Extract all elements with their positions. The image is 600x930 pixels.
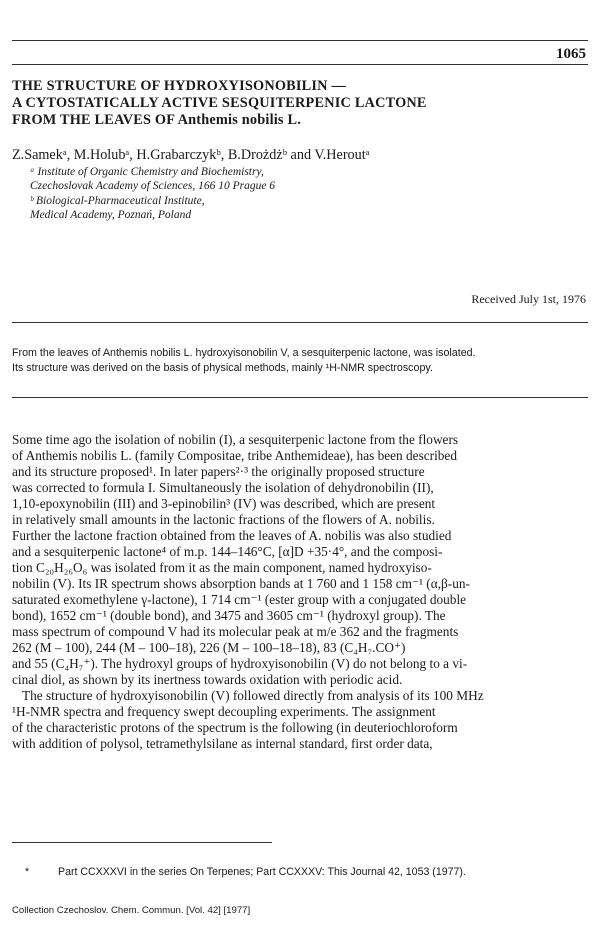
paper-title: [12, 78, 582, 129]
body-text: [12, 432, 588, 752]
body-line: 1,10-epoxynobilin (III) and 3-epinobilin³ (IV) was described, which are present: [12, 496, 436, 511]
abstract-line: Its structure was derived on the basis of physical methods, mainly ¹H-NMR spectroscopy.: [12, 361, 433, 374]
body-line: saturated exomethylene γ-lactone), 1 714 cm⁻¹ (ester group with a conjugated double: [12, 592, 467, 607]
body-line: ¹H-NMR spectra and frequency swept decoupling experiments. The assignment: [12, 704, 436, 719]
body-line: of the characteristic protons of the spectrum is the following (in deuteriochloroform: [12, 720, 458, 735]
abstract-bottom-rule: [12, 397, 588, 398]
title-line-3: FROM THE LEAVES OF Anthemis nobilis L.: [12, 112, 301, 128]
abstract: [12, 346, 584, 375]
title-line-2: A CYTOSTATICALLY ACTIVE SESQUITERPENIC LACTONE: [12, 95, 427, 111]
body-line: with addition of polysol, tetramethylsilane as internal standard, first order data,: [12, 736, 433, 751]
body-line: 262 (M – 100), 244 (M – 100–18), 226 (M – 100–18–18), 83 (C₄H₇.CO⁺): [12, 640, 406, 655]
header-rule: [12, 64, 588, 65]
body-line: bond), 1652 cm⁻¹ (double bond), and 3475 and 3605 cm⁻¹ (hydroxyl group). The: [12, 608, 446, 623]
footnote-rule: [12, 842, 272, 843]
body-line: Some time ago the isolation of nobilin (I), a sesquiterpenic lactone from the flowers: [12, 432, 459, 447]
body-line: cinal diol, as shown by its inertness towards oxidation with periodic acid.: [12, 672, 403, 687]
body-line: nobilin (V). Its IR spectrum shows absorption bands at 1 760 and 1 158 cm⁻¹ (α,β-un-: [12, 576, 470, 591]
body-line: The structure of hydroxyisonobilin (V) followed directly from analysis of its 100 MHz: [22, 688, 484, 703]
abstract-top-rule: [12, 322, 588, 323]
body-line: and a sesquiterpenic lactone⁴ of m.p. 144–146°C, [α]D +35·4°, and the composi-: [12, 544, 443, 559]
page-number: 1065: [556, 46, 586, 62]
title-line-1: THE STRUCTURE OF HYDROXYISONOBILIN —: [12, 78, 346, 94]
footnote-text: Part CCXXXVI in the series On Terpenes; Part CCXXXV: This Journal 42, 1053 (1977).: [58, 866, 466, 878]
top-rule: [12, 40, 588, 41]
affiliation-line: ᵇ Biological-Pharmaceutical Institute,: [30, 194, 205, 207]
received-date: Received July 1st, 1976: [471, 292, 586, 306]
footnote-marker: *: [25, 866, 30, 878]
body-line: was corrected to formula I. Simultaneously the isolation of dehydronobilin (II),: [12, 480, 434, 495]
affiliations: [30, 165, 275, 222]
body-line: tion C₂₀H₂₆O₆ was isolated from it as the main component, named hydroxyiso-: [12, 560, 432, 575]
abstract-line: From the leaves of Anthemis nobilis L. hydroxyisonobilin V, a sesquiterpenic lactone, was isolated.: [12, 347, 476, 359]
body-line: and 55 (C₄H₇⁺). The hydroxyl groups of hydroxyisonobilin (V) do not belong to a vi-: [12, 656, 468, 671]
author-list: Z.Samekᵃ, M.Holubᵃ, H.Grabarczykᵇ, B.Drożdżᵇ and V.Heroutᵃ: [12, 147, 370, 163]
body-line: of Anthemis nobilis L. (family Compositae, tribe Anthemideae), has been described: [12, 448, 457, 463]
affiliation-line: ᵃ Institute of Organic Chemistry and Biochemistry,: [30, 166, 264, 178]
body-line: Further the lactone fraction obtained from the leaves of A. nobilis was also studied: [12, 528, 452, 543]
affiliation-line: Medical Academy, Poznań, Poland: [30, 208, 192, 221]
body-line: mass spectrum of compound V had its molecular peak at m/e 362 and the fragments: [12, 624, 459, 639]
affiliation-line: Czechoslovak Academy of Sciences, 166 10 Prague 6: [30, 180, 276, 193]
journal-citation: Collection Czechoslov. Chem. Commun. [Vol. 42] [1977]: [12, 905, 251, 916]
body-line: and its structure proposed¹. In later papers²·³ the originally proposed structure: [12, 464, 425, 479]
body-line: in relatively small amounts in the lactonic fractions of the flowers of A. nobilis.: [12, 512, 435, 527]
